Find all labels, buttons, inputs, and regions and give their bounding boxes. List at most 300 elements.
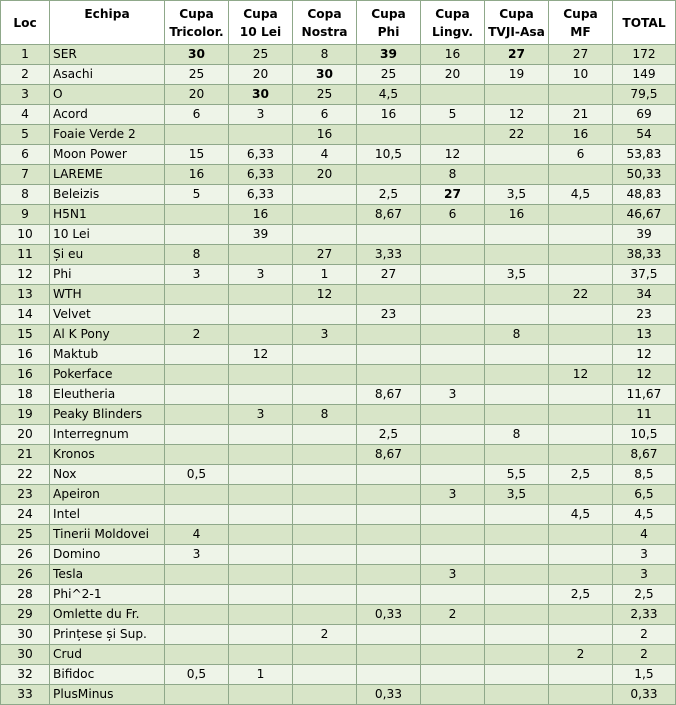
cell-tricolor: 8	[165, 245, 229, 265]
cell-10lei: 39	[229, 225, 293, 245]
cell-lingv	[421, 225, 485, 245]
cell-total: 69	[613, 105, 676, 125]
cell-nostra: 30	[293, 65, 357, 85]
cell-loc: 13	[1, 285, 50, 305]
cell-tricolor	[165, 285, 229, 305]
cell-loc: 14	[1, 305, 50, 325]
table-row	[1, 165, 676, 185]
header-cup-line2: Phi	[377, 24, 400, 39]
cell-loc: 15	[1, 325, 50, 345]
cell-nostra	[293, 485, 357, 505]
table-row	[1, 345, 676, 365]
cell-phi: 4,5	[357, 85, 421, 105]
cell-team: Kronos	[50, 445, 165, 465]
cell-team: Asachi	[50, 65, 165, 85]
cell-lingv: 20	[421, 65, 485, 85]
cell-nostra	[293, 645, 357, 665]
cell-10lei	[229, 305, 293, 325]
cell-team: WTH	[50, 285, 165, 305]
cell-total: 50,33	[613, 165, 676, 185]
table-row	[1, 565, 676, 585]
cell-phi	[357, 485, 421, 505]
cell-tvji	[485, 165, 549, 185]
cell-tricolor	[165, 125, 229, 145]
cell-10lei: 3	[229, 265, 293, 285]
cell-team: PlusMinus	[50, 685, 165, 705]
cell-phi	[357, 165, 421, 185]
cell-loc: 12	[1, 265, 50, 285]
table-row	[1, 385, 676, 405]
cell-mf	[549, 345, 613, 365]
table-row	[1, 185, 676, 205]
cell-lingv	[421, 665, 485, 685]
header-cup-line1: Cupa	[563, 6, 598, 21]
cell-lingv	[421, 425, 485, 445]
cell-loc: 26	[1, 545, 50, 565]
cell-phi	[357, 665, 421, 685]
cell-mf	[549, 265, 613, 285]
cell-tricolor	[165, 405, 229, 425]
cell-phi: 25	[357, 65, 421, 85]
cell-loc: 19	[1, 405, 50, 425]
cell-lingv	[421, 525, 485, 545]
cell-tvji	[485, 405, 549, 425]
cell-10lei	[229, 325, 293, 345]
cell-mf: 10	[549, 65, 613, 85]
cell-nostra: 2	[293, 625, 357, 645]
cell-team: Intel	[50, 505, 165, 525]
cell-mf	[549, 565, 613, 585]
cell-tricolor: 16	[165, 165, 229, 185]
table-header	[1, 1, 676, 45]
cell-mf	[549, 665, 613, 685]
cell-nostra	[293, 365, 357, 385]
cell-mf	[549, 165, 613, 185]
cell-total: 172	[613, 45, 676, 65]
cell-loc: 9	[1, 205, 50, 225]
cell-tvji	[485, 545, 549, 565]
cell-tvji	[485, 85, 549, 105]
cell-tricolor	[165, 685, 229, 705]
cell-team: Foaie Verde 2	[50, 125, 165, 145]
cell-nostra	[293, 685, 357, 705]
cell-nostra: 3	[293, 325, 357, 345]
cell-mf: 16	[549, 125, 613, 145]
cell-phi: 3,33	[357, 245, 421, 265]
cell-tricolor	[165, 365, 229, 385]
cell-total: 12	[613, 345, 676, 365]
table-row	[1, 325, 676, 345]
cell-nostra	[293, 665, 357, 685]
cell-lingv: 6	[421, 205, 485, 225]
cell-10lei	[229, 465, 293, 485]
cell-tricolor: 15	[165, 145, 229, 165]
cell-phi	[357, 505, 421, 525]
cell-mf: 22	[549, 285, 613, 305]
cell-10lei	[229, 425, 293, 445]
cell-loc: 8	[1, 185, 50, 205]
cell-loc: 21	[1, 445, 50, 465]
cell-loc: 3	[1, 85, 50, 105]
cell-nostra	[293, 345, 357, 365]
cell-10lei	[229, 505, 293, 525]
header-team: Echipa	[50, 1, 165, 45]
cell-team: Phi^2-1	[50, 585, 165, 605]
cell-phi	[357, 545, 421, 565]
cell-team: Maktub	[50, 345, 165, 365]
cell-phi: 27	[357, 265, 421, 285]
header-cup-lingv	[421, 1, 485, 45]
cell-mf: 2	[549, 645, 613, 665]
cell-team: Al K Pony	[50, 325, 165, 345]
header-cup-line1: Cupa	[435, 6, 470, 21]
cell-lingv	[421, 545, 485, 565]
cell-10lei	[229, 245, 293, 265]
cell-lingv: 3	[421, 385, 485, 405]
cell-phi	[357, 325, 421, 345]
cell-mf: 27	[549, 45, 613, 65]
table-row	[1, 45, 676, 65]
table-row	[1, 65, 676, 85]
cell-phi	[357, 405, 421, 425]
table-row	[1, 125, 676, 145]
cell-10lei	[229, 685, 293, 705]
cell-tvji	[485, 525, 549, 545]
cell-tvji	[485, 665, 549, 685]
cell-mf: 2,5	[549, 585, 613, 605]
cell-team: Beleizis	[50, 185, 165, 205]
header-loc: Loc	[1, 1, 50, 45]
header-row	[1, 1, 676, 45]
cell-tricolor	[165, 485, 229, 505]
cell-mf: 2,5	[549, 465, 613, 485]
cell-tvji: 5,5	[485, 465, 549, 485]
cell-nostra	[293, 585, 357, 605]
cell-10lei	[229, 285, 293, 305]
cell-10lei: 20	[229, 65, 293, 85]
cell-lingv	[421, 285, 485, 305]
cell-tricolor	[165, 605, 229, 625]
table-row	[1, 645, 676, 665]
cell-loc: 33	[1, 685, 50, 705]
cell-nostra	[293, 605, 357, 625]
cell-tvji: 16	[485, 205, 549, 225]
cell-tvji: 3,5	[485, 265, 549, 285]
cell-tvji: 27	[485, 45, 549, 65]
cell-team: Domino	[50, 545, 165, 565]
table-row	[1, 685, 676, 705]
table-row	[1, 525, 676, 545]
cell-tricolor: 30	[165, 45, 229, 65]
cell-tvji	[485, 285, 549, 305]
table-row	[1, 425, 676, 445]
cell-nostra	[293, 225, 357, 245]
cell-total: 149	[613, 65, 676, 85]
cell-mf	[549, 545, 613, 565]
cell-10lei	[229, 645, 293, 665]
cell-total: 53,83	[613, 145, 676, 165]
cell-tricolor	[165, 425, 229, 445]
cell-nostra: 6	[293, 105, 357, 125]
cell-loc: 28	[1, 585, 50, 605]
cell-phi	[357, 565, 421, 585]
cell-mf: 12	[549, 365, 613, 385]
table-row	[1, 225, 676, 245]
cell-10lei: 6,33	[229, 145, 293, 165]
cell-total: 1,5	[613, 665, 676, 685]
cell-nostra	[293, 385, 357, 405]
table-row	[1, 365, 676, 385]
cell-lingv: 3	[421, 485, 485, 505]
cell-lingv	[421, 685, 485, 705]
cell-phi	[357, 585, 421, 605]
cell-loc: 29	[1, 605, 50, 625]
header-copa-nostra	[293, 1, 357, 45]
cell-tvji: 22	[485, 125, 549, 145]
cell-10lei: 3	[229, 105, 293, 125]
cell-tvji	[485, 245, 549, 265]
cell-total: 11,67	[613, 385, 676, 405]
cell-10lei: 1	[229, 665, 293, 685]
cell-tvji	[485, 685, 549, 705]
cell-tricolor	[165, 645, 229, 665]
cell-mf	[549, 685, 613, 705]
cell-tricolor: 3	[165, 265, 229, 285]
cell-10lei: 12	[229, 345, 293, 365]
cell-total: 54	[613, 125, 676, 145]
cell-tricolor	[165, 585, 229, 605]
cell-tvji	[485, 305, 549, 325]
table-row	[1, 85, 676, 105]
cell-lingv: 5	[421, 105, 485, 125]
cell-phi: 2,5	[357, 425, 421, 445]
cell-phi: 0,33	[357, 605, 421, 625]
cell-tricolor: 25	[165, 65, 229, 85]
cell-team: Phi	[50, 265, 165, 285]
cell-phi	[357, 365, 421, 385]
cell-mf	[549, 385, 613, 405]
cell-tricolor	[165, 345, 229, 365]
cell-loc: 30	[1, 645, 50, 665]
cell-10lei	[229, 585, 293, 605]
cell-total: 39	[613, 225, 676, 245]
cell-total: 2,33	[613, 605, 676, 625]
cell-loc: 4	[1, 105, 50, 125]
cell-nostra: 8	[293, 405, 357, 425]
cell-loc: 26	[1, 565, 50, 585]
cell-total: 3	[613, 565, 676, 585]
cell-lingv	[421, 505, 485, 525]
cell-tvji	[485, 145, 549, 165]
header-cup-line1: Cupa	[371, 6, 406, 21]
cell-phi: 8,67	[357, 385, 421, 405]
header-cup-line1: Copa	[307, 6, 342, 21]
cell-phi	[357, 125, 421, 145]
cell-total: 2	[613, 625, 676, 645]
cell-tricolor	[165, 205, 229, 225]
cell-tvji	[485, 445, 549, 465]
cell-10lei	[229, 125, 293, 145]
cell-tvji	[485, 345, 549, 365]
cell-mf	[549, 525, 613, 545]
cell-phi: 39	[357, 45, 421, 65]
table-row	[1, 445, 676, 465]
header-cup-line1: Cupa	[499, 6, 534, 21]
cell-total: 2,5	[613, 585, 676, 605]
cell-lingv	[421, 465, 485, 485]
header-cup-line2: 10 Lei	[239, 24, 282, 39]
cell-nostra	[293, 465, 357, 485]
header-cup-line1: Cupa	[243, 6, 278, 21]
cell-mf: 21	[549, 105, 613, 125]
cell-phi: 8,67	[357, 205, 421, 225]
cell-nostra: 25	[293, 85, 357, 105]
cell-tricolor: 3	[165, 545, 229, 565]
table-row	[1, 145, 676, 165]
cell-phi: 8,67	[357, 445, 421, 465]
cell-lingv: 3	[421, 565, 485, 585]
cell-loc: 5	[1, 125, 50, 145]
cell-10lei	[229, 485, 293, 505]
cell-team: SER	[50, 45, 165, 65]
cell-10lei	[229, 565, 293, 585]
cell-tvji	[485, 565, 549, 585]
cell-team: Bifidoc	[50, 665, 165, 685]
cell-total: 38,33	[613, 245, 676, 265]
cell-tvji	[485, 625, 549, 645]
cell-tvji	[485, 505, 549, 525]
cell-tricolor	[165, 385, 229, 405]
cell-tvji	[485, 605, 549, 625]
cell-lingv: 12	[421, 145, 485, 165]
table-row	[1, 245, 676, 265]
cell-team: Peaky Blinders	[50, 405, 165, 425]
cell-team: 10 Lei	[50, 225, 165, 245]
cell-team: Apeiron	[50, 485, 165, 505]
cell-phi: 2,5	[357, 185, 421, 205]
cell-mf	[549, 85, 613, 105]
cell-mf	[549, 445, 613, 465]
cell-10lei	[229, 545, 293, 565]
cell-nostra	[293, 545, 357, 565]
cell-10lei	[229, 605, 293, 625]
header-cup-line2: MF	[570, 24, 591, 39]
cell-tvji: 8	[485, 425, 549, 445]
cell-total: 11	[613, 405, 676, 425]
cell-nostra	[293, 205, 357, 225]
cell-lingv: 2	[421, 605, 485, 625]
header-total: TOTAL	[613, 1, 676, 45]
cell-phi: 23	[357, 305, 421, 325]
cell-loc: 1	[1, 45, 50, 65]
cell-10lei: 30	[229, 85, 293, 105]
cell-tricolor	[165, 305, 229, 325]
cell-10lei	[229, 445, 293, 465]
cell-nostra: 8	[293, 45, 357, 65]
cell-10lei	[229, 385, 293, 405]
cell-nostra	[293, 505, 357, 525]
cell-tvji	[485, 585, 549, 605]
cell-loc: 10	[1, 225, 50, 245]
cell-loc: 25	[1, 525, 50, 545]
cell-mf	[549, 205, 613, 225]
cell-lingv	[421, 325, 485, 345]
header-cup-10lei	[229, 1, 293, 45]
header-cup-line2: TVJI-Asa	[488, 24, 545, 39]
cell-tvji	[485, 225, 549, 245]
cell-phi	[357, 345, 421, 365]
cell-team: Interregnum	[50, 425, 165, 445]
cell-team: Și eu	[50, 245, 165, 265]
cell-loc: 32	[1, 665, 50, 685]
cell-nostra	[293, 185, 357, 205]
cell-lingv	[421, 345, 485, 365]
cell-loc: 7	[1, 165, 50, 185]
cell-nostra	[293, 565, 357, 585]
cell-total: 6,5	[613, 485, 676, 505]
cell-lingv: 8	[421, 165, 485, 185]
cell-total: 12	[613, 365, 676, 385]
cell-lingv: 16	[421, 45, 485, 65]
cell-total: 23	[613, 305, 676, 325]
header-cup-phi	[357, 1, 421, 45]
cell-10lei: 25	[229, 45, 293, 65]
table-row	[1, 665, 676, 685]
cell-total: 8,67	[613, 445, 676, 465]
cell-team: Crud	[50, 645, 165, 665]
cell-tricolor	[165, 565, 229, 585]
table-row	[1, 505, 676, 525]
cell-total: 13	[613, 325, 676, 345]
table-row	[1, 545, 676, 565]
cell-nostra	[293, 425, 357, 445]
cell-tricolor: 20	[165, 85, 229, 105]
cell-mf: 6	[549, 145, 613, 165]
cell-total: 2	[613, 645, 676, 665]
cell-10lei: 6,33	[229, 165, 293, 185]
cell-team: Moon Power	[50, 145, 165, 165]
cell-total: 46,67	[613, 205, 676, 225]
cell-total: 34	[613, 285, 676, 305]
cell-loc: 18	[1, 385, 50, 405]
cell-phi: 16	[357, 105, 421, 125]
cell-10lei: 16	[229, 205, 293, 225]
cell-nostra: 27	[293, 245, 357, 265]
cell-loc: 23	[1, 485, 50, 505]
cell-loc: 16	[1, 365, 50, 385]
cell-total: 4	[613, 525, 676, 545]
cell-total: 0,33	[613, 685, 676, 705]
cell-tvji: 8	[485, 325, 549, 345]
cell-lingv	[421, 405, 485, 425]
cell-10lei: 3	[229, 405, 293, 425]
cell-tricolor	[165, 625, 229, 645]
table-row	[1, 605, 676, 625]
cell-phi: 0,33	[357, 685, 421, 705]
cell-nostra: 1	[293, 265, 357, 285]
cell-lingv	[421, 305, 485, 325]
cell-nostra	[293, 445, 357, 465]
cell-mf	[549, 625, 613, 645]
cell-tricolor: 5	[165, 185, 229, 205]
table-body	[1, 45, 676, 705]
cell-team: Nox	[50, 465, 165, 485]
cell-tricolor: 4	[165, 525, 229, 545]
cell-loc: 24	[1, 505, 50, 525]
cell-phi	[357, 525, 421, 545]
cell-lingv	[421, 645, 485, 665]
cell-loc: 11	[1, 245, 50, 265]
